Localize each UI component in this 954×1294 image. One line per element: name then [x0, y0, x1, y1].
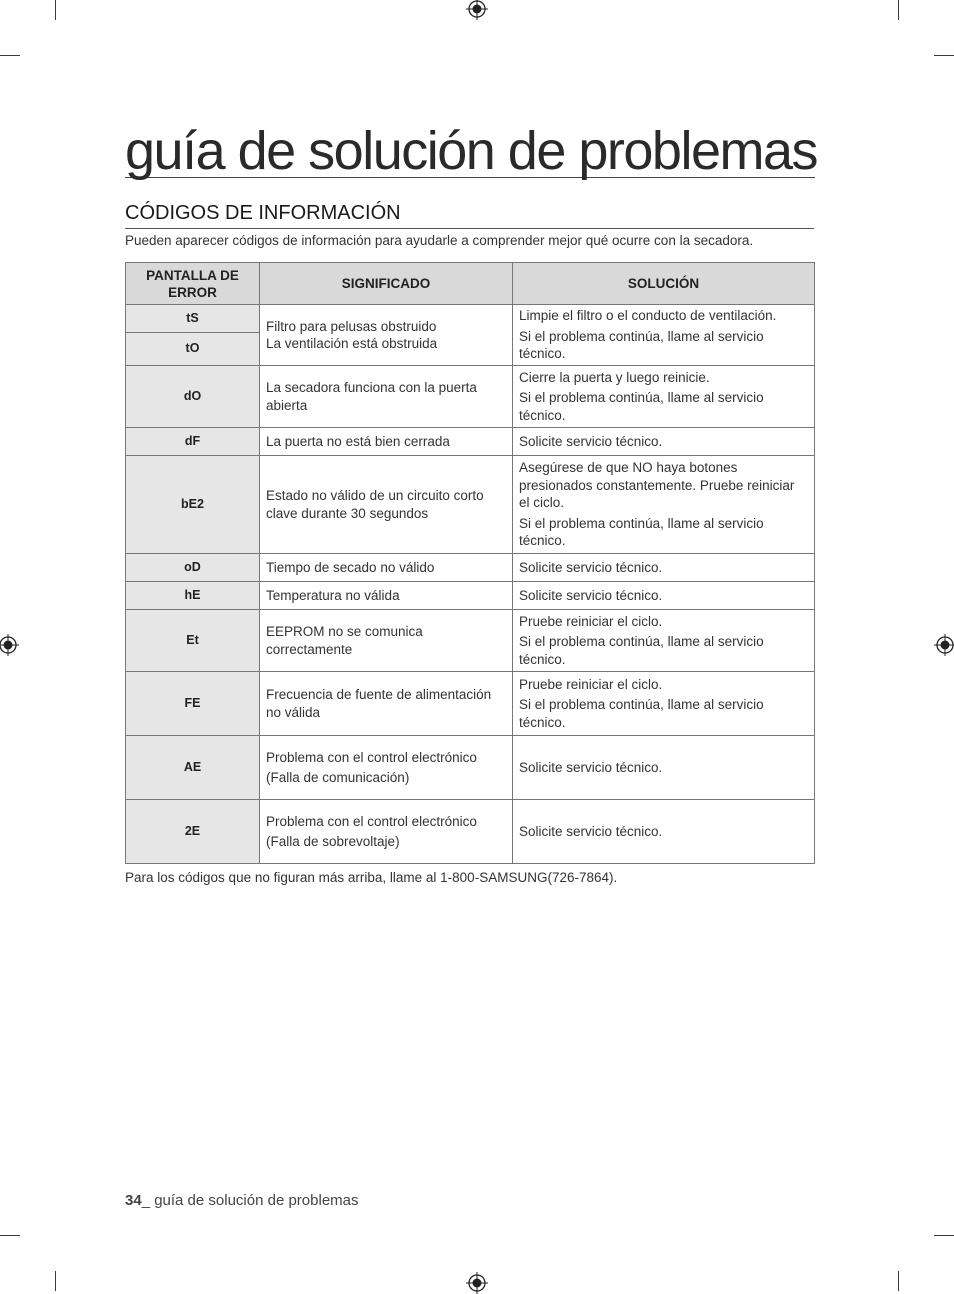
- header-error-display: PANTALLA DE ERROR: [126, 263, 260, 305]
- meaning-cell: Temperatura no válida: [260, 582, 513, 610]
- meaning-cell: La secadora funciona con la puerta abierta: [260, 366, 513, 428]
- crop-mark: [0, 1235, 20, 1236]
- solution-line: Pruebe reiniciar el ciclo.: [519, 676, 663, 692]
- solution-cell: Solicite servicio técnico.: [513, 582, 815, 610]
- crop-mark: [934, 1235, 954, 1236]
- registration-mark-icon: [934, 634, 954, 656]
- crop-mark: [898, 0, 899, 20]
- table-row: [126, 366, 815, 428]
- page-number: 34: [125, 1192, 142, 1209]
- table-row: [126, 610, 815, 672]
- meaning-cell: Tiempo de secado no válido: [260, 554, 513, 582]
- solution-line: Cierre la puerta y luego reinicie.: [519, 369, 710, 385]
- crop-mark: [0, 55, 20, 56]
- error-code-cell: tS: [126, 305, 260, 333]
- solution-cell: [513, 305, 815, 366]
- error-code-cell: bE2: [126, 456, 260, 554]
- solution-cell: [513, 672, 815, 736]
- solution-line: Pruebe reiniciar el ciclo.: [519, 613, 663, 629]
- table-row: [126, 800, 815, 864]
- error-code-cell: dO: [126, 366, 260, 428]
- intro-text: Pueden aparecer códigos de información para ayudarle a comprender mejor qué ocurre con la secadora.: [125, 233, 754, 248]
- crop-mark: [934, 55, 954, 56]
- meaning-cell: EEPROM no se comunica correctamente: [260, 610, 513, 672]
- meaning-cell: Estado no válido de un circuito corto clave durante 30 segundos: [260, 456, 513, 554]
- page-title: guía de solución de problemas: [125, 112, 815, 178]
- error-code-cell: oD: [126, 554, 260, 582]
- table-row: [126, 456, 815, 554]
- solution-line: Limpie el filtro o el conducto de ventilación.: [519, 308, 777, 324]
- header-meaning: SIGNIFICADO: [260, 263, 513, 305]
- solution-cell: Solicite servicio técnico.: [513, 428, 815, 456]
- solution-cell: Solicite servicio técnico.: [513, 736, 815, 800]
- error-code-cell: dF: [126, 428, 260, 456]
- header-solution: SOLUCIÓN: [513, 263, 815, 305]
- solution-cell: Solicite servicio técnico.: [513, 554, 815, 582]
- solution-cell: [513, 366, 815, 428]
- table-row: [126, 582, 815, 610]
- crop-mark: [55, 1271, 56, 1291]
- error-code-cell: FE: [126, 672, 260, 736]
- footer-text: _ guía de solución de problemas: [141, 1192, 359, 1209]
- error-code-cell: Et: [126, 610, 260, 672]
- registration-mark-icon: [466, 0, 488, 20]
- solution-line: Si el problema continúa, llame al servicio técnico.: [519, 515, 764, 549]
- solution-cell: [513, 456, 815, 554]
- solution-line: Si el problema continúa, llame al servicio técnico.: [519, 390, 764, 423]
- meaning-line: Filtro para pelusas obstruido: [266, 318, 437, 334]
- error-code-cell: AE: [126, 736, 260, 800]
- meaning-line: (Falla de sobrevoltaje): [266, 834, 400, 849]
- table-row: [126, 672, 815, 736]
- solution-line: Si el problema continúa, llame al servicio técnico.: [519, 328, 764, 362]
- table-row: [126, 736, 815, 800]
- solution-cell: Solicite servicio técnico.: [513, 800, 815, 864]
- solution-line: Si el problema continúa, llame al servicio técnico.: [519, 634, 764, 667]
- crop-mark: [55, 0, 56, 20]
- error-code-cell: 2E: [126, 800, 260, 864]
- meaning-cell: Frecuencia de fuente de alimentación no válida: [260, 672, 513, 736]
- crop-mark: [898, 1271, 899, 1291]
- meaning-cell: [260, 800, 513, 864]
- table-row: [126, 554, 815, 582]
- solution-line: Si el problema continúa, llame al servicio técnico.: [519, 697, 764, 730]
- meaning-line: Problema con el control electrónico: [266, 813, 477, 829]
- meaning-cell: La puerta no está bien cerrada: [260, 428, 513, 456]
- footnote: Para los códigos que no figuran más arriba, llame al 1-800-SAMSUNG(726-7864).: [125, 870, 618, 885]
- section-title: CÓDIGOS DE INFORMACIÓN: [125, 200, 814, 229]
- table-header-row: [126, 263, 815, 305]
- solution-cell: [513, 610, 815, 672]
- meaning-line: (Falla de comunicación): [266, 770, 410, 785]
- meaning-line: La ventilación está obstruida: [266, 336, 438, 351]
- page-footer: [125, 1192, 525, 1209]
- meaning-cell: [260, 305, 513, 366]
- table-row: [126, 305, 815, 333]
- error-code-cell: hE: [126, 582, 260, 610]
- solution-line: Asegúrese de que NO haya botones presionados constantemente. Pruebe reiniciar el ciclo.: [519, 460, 795, 511]
- table-row: [126, 428, 815, 456]
- meaning-line: Problema con el control electrónico: [266, 749, 477, 765]
- registration-mark-icon: [0, 634, 19, 656]
- error-code-cell: tO: [126, 333, 260, 366]
- meaning-cell: [260, 736, 513, 800]
- info-codes-table: [125, 262, 815, 864]
